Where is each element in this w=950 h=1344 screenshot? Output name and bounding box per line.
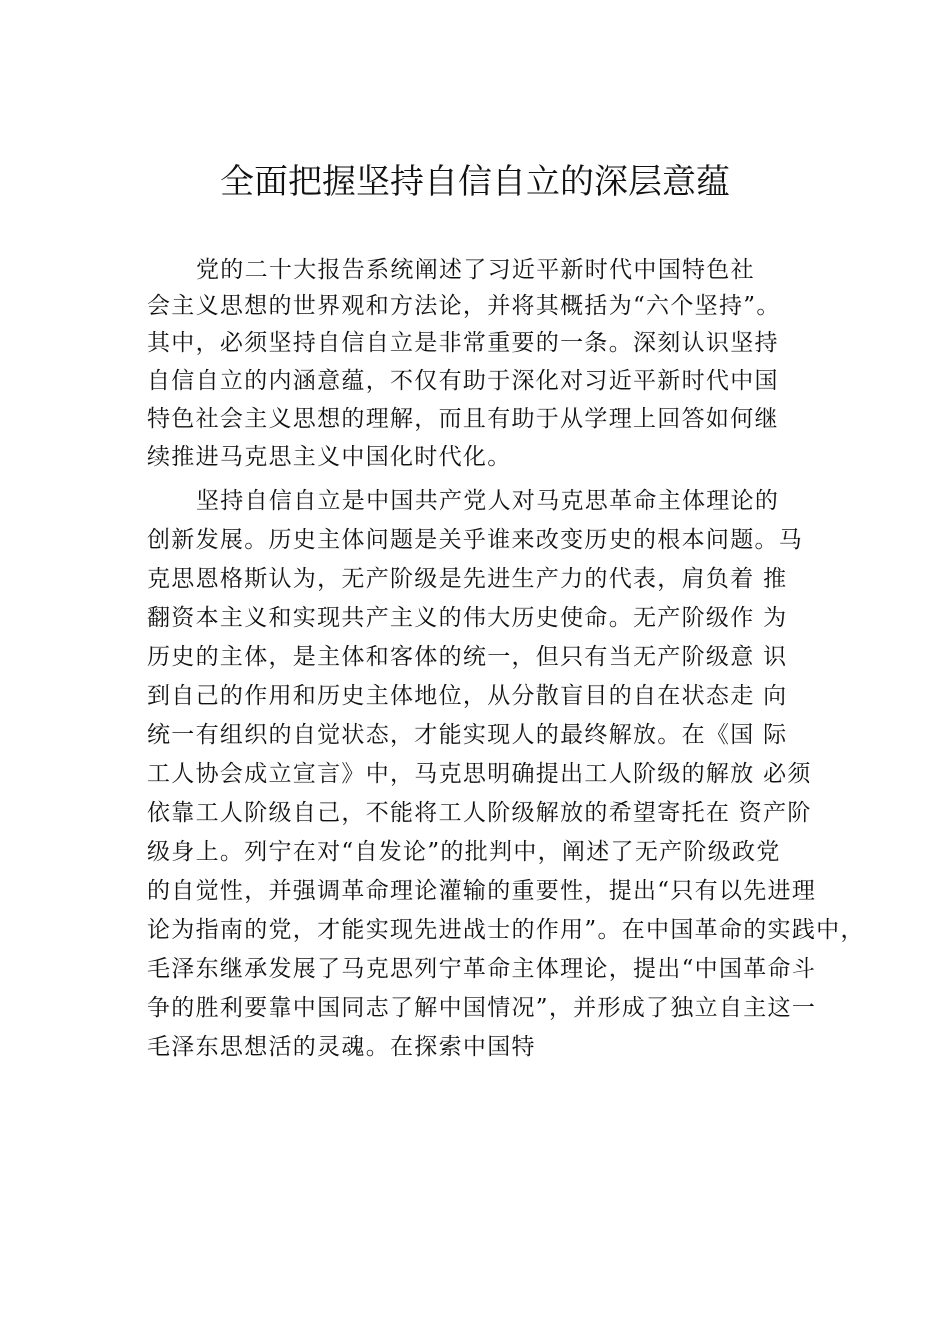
paragraph-1-line: 党的二十大报告系统阐述了习近平新时代中国特色社 (196, 257, 755, 283)
paragraph-1-line: 自信自立的内涵意蕴，不仅有助于深化对习近平新时代中国 (147, 368, 779, 394)
paragraph-2-line: 统一有组织的自觉状态，才能实现人的最终解放。在《国 际 (147, 722, 788, 748)
paragraph-2-line: 级身上。列宁在对“自发论”的批判中，阐述了无产阶级政党 (147, 839, 781, 865)
paragraph-2-line: 历史的主体，是主体和客体的统一，但只有当无产阶级意 识 (147, 644, 788, 670)
paragraph-2-line: 的自觉性，并强调革命理论灌输的重要性，提出“只有以先进理 (147, 878, 817, 904)
paragraph-2-line: 坚持自信自立是中国共产党人对马克思革命主体理论的 (196, 488, 780, 514)
paragraph-2-line: 翻资本主义和实现共产主义的伟大历史使命。无产阶级作 为 (147, 605, 788, 631)
paragraph-1-line: 特色社会主义思想的理解，而且有助于从学理上回答如何继 (147, 406, 779, 432)
document-title: 全面把握坚持自信自立的深层意蕴 (220, 162, 730, 202)
paragraph-2-line: 创新发展。历史主体问题是关乎谁来改变历史的根本问题。马 (147, 527, 804, 553)
paragraph-2-line: 论为指南的党，才能实现先进战士的作用”。在中国革命的实践中， (147, 917, 865, 943)
paragraph-2-line: 到自己的作用和历史主体地位，从分散盲目的自在状态走 向 (147, 683, 788, 709)
paragraph-1-line: 其中，必须坚持自信自立是非常重要的一条。深刻认识坚持 (147, 330, 779, 356)
paragraph-2-line: 毛泽东思想活的灵魂。在探索中国特 (147, 1034, 536, 1060)
paragraph-1-line: 会主义思想的世界观和方法论，并将其概括为“六个坚持”。 (147, 293, 781, 319)
paragraph-2-line: 工人协会成立宣言》中，马克思明确提出工人阶级的解放 必须 (147, 761, 812, 787)
paragraph-2-line: 争的胜利要靠中国同志了解中国情况”，并形成了独立自主这一 (147, 995, 817, 1021)
paragraph-2-line: 克思恩格斯认为，无产阶级是先进生产力的代表，肩负着 推 (147, 566, 788, 592)
paragraph-2-line: 毛泽东继承发展了马克思列宁革命主体理论，提出“中国革命斗 (147, 956, 817, 982)
paragraph-1-line: 续推进马克思主义中国化时代化。 (147, 444, 512, 470)
paragraph-2-line: 依靠工人阶级自己，不能将工人阶级解放的希望寄托在 资产阶 (147, 800, 812, 826)
